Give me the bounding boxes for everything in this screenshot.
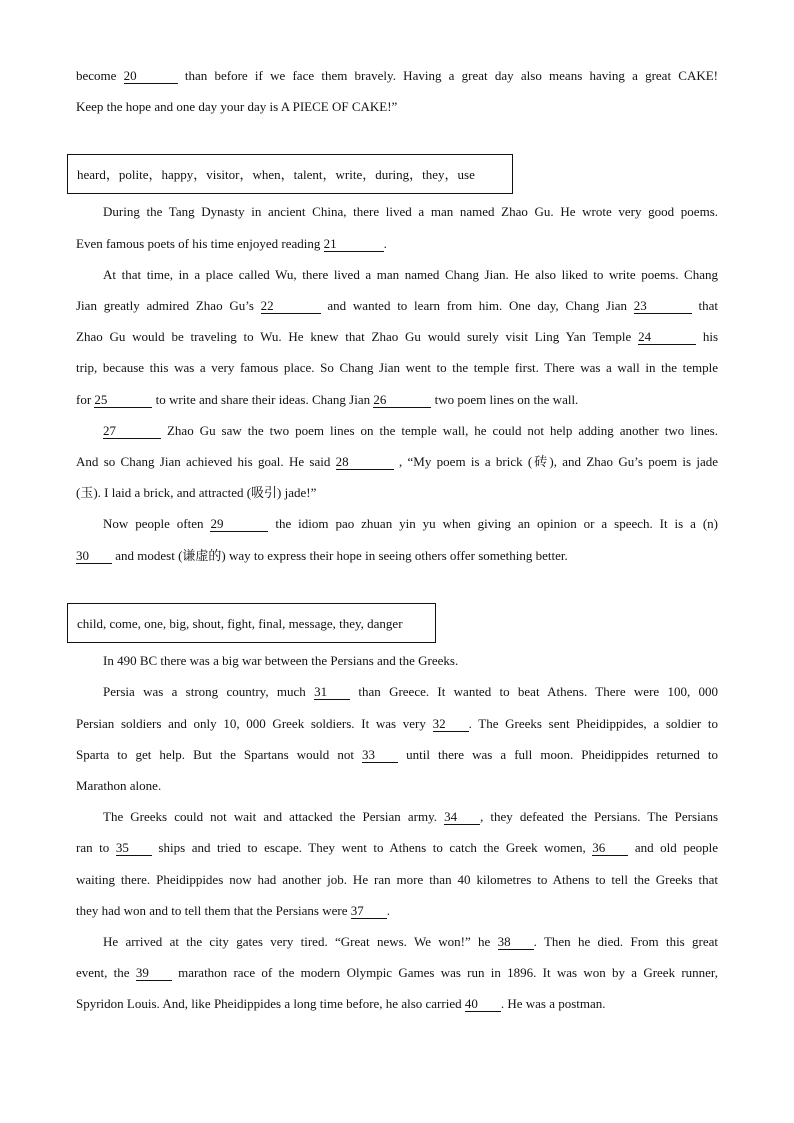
text: He arrived at the city gates very tired. “Great news. We won!” he	[103, 934, 491, 949]
s3-p2-line-2	[76, 714, 718, 734]
blank-39[interactable]: 39	[136, 965, 172, 981]
intro-line-1	[76, 66, 718, 86]
s3-p3-line-3: waiting there. Pheidippides now had another job. He ran more than 40 kilometres to Athens to tell the Greeks that	[76, 872, 718, 887]
blank-35[interactable]: 35	[116, 840, 152, 856]
word-box-section-2: heard，polite，happy，visitor，when，talent，write，during，they，use	[67, 154, 513, 194]
s2-p2-line-5	[76, 390, 718, 410]
s3-p3-line-1	[103, 807, 718, 827]
intro-line-2: Keep the hope and one day your day is A PIECE OF CAKE!”	[76, 99, 398, 114]
text: , they defeated the Persians. The Persians	[480, 809, 719, 824]
blank-30[interactable]: 30	[76, 548, 112, 564]
blank-22[interactable]: 22	[261, 298, 321, 314]
s3-p2-line-3	[76, 745, 718, 765]
text: marathon race of the modern Olympic Games was run in 1896. It was won by a Greek runner,	[178, 965, 718, 980]
blank-36[interactable]: 36	[592, 840, 628, 856]
text: and modest (谦虚的) way to express their hope in seeing others offer something better.	[115, 548, 568, 563]
s3-p4-line-2	[76, 963, 718, 983]
s2-p2-line-2	[76, 296, 718, 316]
blank-40[interactable]: 40	[465, 996, 501, 1012]
text: until there was a full moon. Pheidippides returned to	[406, 747, 719, 762]
text: than before if we face them bravely. Having a great day also means having a great CAKE!	[184, 68, 719, 83]
s3-p2-line-4: Marathon alone.	[76, 778, 162, 793]
text: Zhao Gu saw the two poem lines on the temple wall, he could not help adding another two lines.	[166, 423, 718, 438]
text: event, the	[76, 965, 130, 980]
text: The Greeks could not wait and attacked the Persian army.	[103, 809, 437, 824]
blank-37[interactable]: 37	[351, 903, 387, 919]
text: . The Greeks sent Pheidippides, a soldier to	[468, 716, 718, 731]
blank-31[interactable]: 31	[314, 684, 350, 700]
text: . He was a postman.	[500, 996, 606, 1011]
blank-29[interactable]: 29	[210, 516, 268, 532]
s2-p4-line-1	[103, 514, 718, 534]
s2-p3-line-3: (玉). I laid a brick, and attracted (吸引) jade!”	[76, 485, 317, 500]
text: and old people	[634, 840, 718, 855]
text: , “My poem is a brick (砖), and Zhao Gu’s poem is jade	[398, 454, 719, 469]
s2-p4-line-2	[76, 546, 718, 566]
text: two poem lines on the wall.	[434, 392, 579, 407]
text: for	[76, 392, 92, 407]
text: . Then he died. From this great	[533, 934, 719, 949]
s3-p4-line-3	[76, 994, 718, 1014]
s2-p2-line-1: At that time, in a place called Wu, there lived a man named Chang Jian. He also liked to write poems. Chang	[103, 267, 718, 282]
text: Persia was a strong country, much	[103, 684, 306, 699]
text: Persian soldiers and only 10, 000 Greek soldiers. It was very	[76, 716, 426, 731]
blank-33[interactable]: 33	[362, 747, 398, 763]
text: than Greece. It wanted to beat Athens. There were 100, 000	[358, 684, 719, 699]
text: the idiom pao zhuan yin yu when giving an opinion or a speech. It is a (n)	[275, 516, 719, 531]
text: become	[76, 68, 117, 83]
s2-p3-line-2	[76, 452, 718, 472]
blank-23[interactable]: 23	[634, 298, 692, 314]
text: Jian greatly admired Zhao Gu’s	[76, 298, 254, 313]
s2-p1-line-2	[76, 234, 718, 254]
text: Sparta to get help. But the Spartans would not	[76, 747, 354, 762]
s2-p2-line-4: trip, because this was a very famous place. So Chang Jian went to the temple first. There was a wall in the temple	[76, 360, 718, 375]
text: And so Chang Jian achieved his goal. He said	[76, 454, 331, 469]
text: his	[702, 329, 719, 344]
s2-p1-line-1: During the Tang Dynasty in ancient China, there lived a man named Zhao Gu. He wrote very good poems.	[103, 204, 718, 219]
blank-25[interactable]: 25	[94, 392, 152, 408]
s3-p4-line-1	[103, 932, 718, 952]
blank-21[interactable]: 21	[324, 236, 384, 252]
s3-p2-line-1	[103, 682, 718, 702]
blank-28[interactable]: 28	[336, 454, 394, 470]
text: .	[386, 903, 390, 918]
text: that	[698, 298, 718, 313]
text: Even famous poets of his time enjoyed reading	[76, 236, 321, 251]
blank-24[interactable]: 24	[638, 329, 696, 345]
text: .	[383, 236, 387, 251]
word-box-section-3: child, come, one, big, shout, fight, final, message, they, danger	[67, 603, 436, 643]
blank-27[interactable]: 27	[103, 423, 161, 439]
s3-p1-line-1: In 490 BC there was a big war between the Persians and the Greeks.	[103, 653, 459, 668]
text: Zhao Gu would be traveling to Wu. He knew that Zhao Gu would surely visit Ling Yan Temple	[76, 329, 632, 344]
s3-p3-line-4	[76, 901, 718, 921]
s2-p2-line-3	[76, 327, 718, 347]
blank-32[interactable]: 32	[433, 716, 469, 732]
text: and wanted to learn from him. One day, Chang Jian	[327, 298, 627, 313]
s3-p3-line-2	[76, 838, 718, 858]
text: they had won and to tell them that the Persians were	[76, 903, 348, 918]
text: Now people often	[103, 516, 204, 531]
blank-38[interactable]: 38	[498, 934, 534, 950]
text: to write and share their ideas. Chang Jian	[155, 392, 371, 407]
blank-20[interactable]: 20	[124, 68, 178, 84]
blank-26[interactable]: 26	[373, 392, 431, 408]
blank-34[interactable]: 34	[444, 809, 480, 825]
s2-p3-line-1	[103, 421, 718, 441]
text: Spyridon Louis. And, like Pheidippides a long time before, he also carried	[76, 996, 462, 1011]
text: ran to	[76, 840, 110, 855]
text: ships and tried to escape. They went to Athens to catch the Greek women,	[158, 840, 586, 855]
